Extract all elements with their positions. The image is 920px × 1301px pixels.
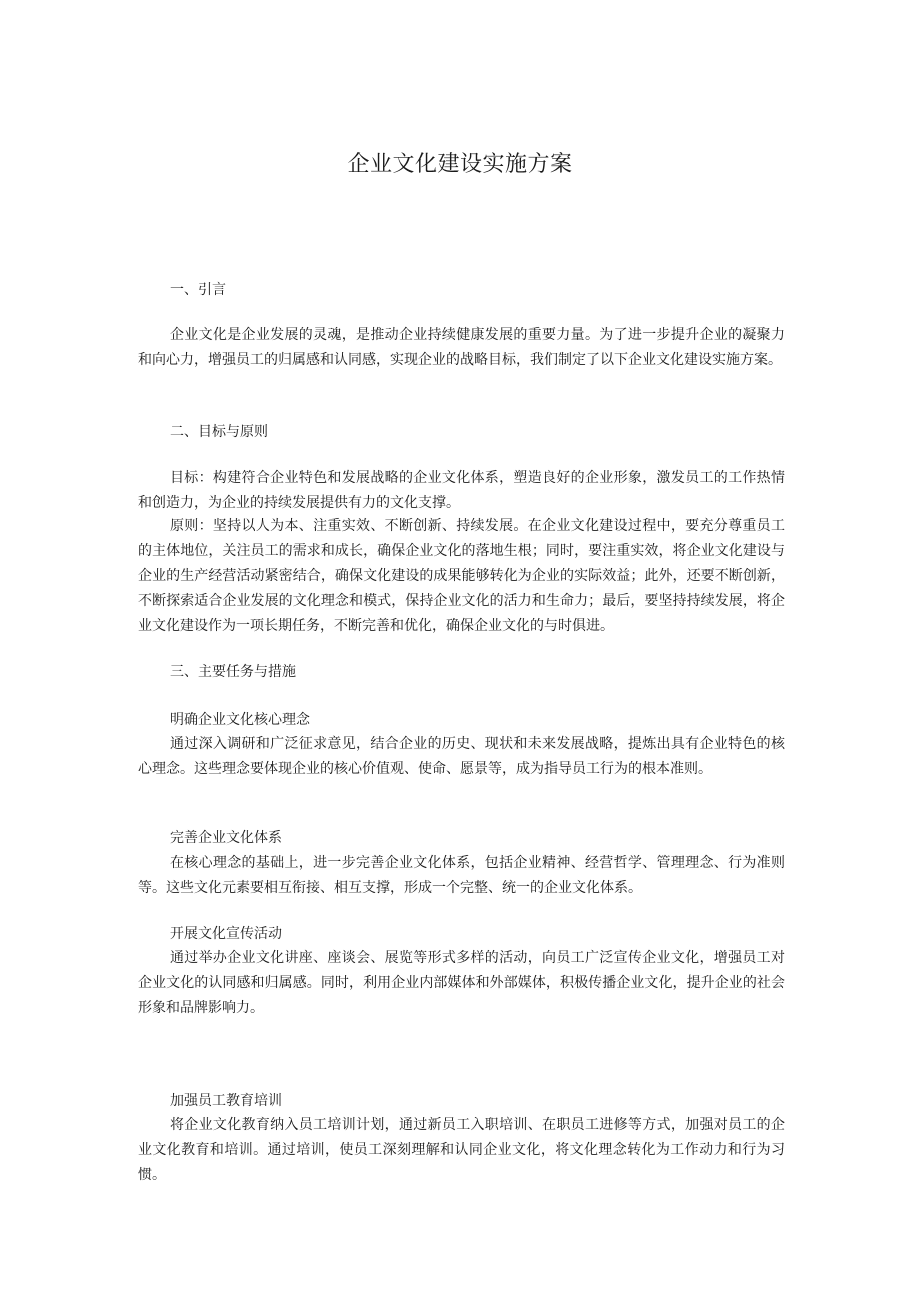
task-4-title: 加强员工教育培训 bbox=[170, 1093, 282, 1109]
principle-paragraph: 原则：坚持以人为本、注重实效、不断创新、持续发展。在企业文化建设过程中，要充分尊重员工的主体地位，关注员工的需求和成长，确保企业文化的落地生根；同时，要注重实效，将企业文化建设与企业的生产经营活动紧密结合，确保文化建设的成果能够转化为企业的实际效益；此外，还要不断创新，不断探索适合企业发展的文化理念和模式，保持企业文化的活力和生命力；最后，要坚持持续发展，将企业文化建设作为一项长期任务，不断完善和优化，确保企业文化的与时俱进。 bbox=[138, 518, 785, 634]
task-3-body: 通过举办企业文化讲座、座谈会、展览等形式多样的活动，向员工广泛宣传企业文化，增强员工对企业文化的认同感和归属感。同时，利用企业内部媒体和外部媒体，积极传播企业文化，提升企业的社会形象和品牌影响力。 bbox=[138, 950, 785, 1016]
section-3-heading: 三、主要任务与措施 bbox=[170, 664, 296, 680]
intro-paragraph: 企业文化是企业发展的灵魂，是推动企业持续健康发展的重要力量。为了进一步提升企业的凝聚力和向心力，增强员工的归属感和认同感，实现企业的战略目标，我们制定了以下企业文化建设实施方案。 bbox=[138, 327, 785, 368]
task-4-body: 将企业文化教育纳入员工培训计划，通过新员工入职培训、在职员工进修等方式，加强对员工的企业文化教育和培训。通过培训，使员工深刻理解和认同企业文化，将文化理念转化为工作动力和行为习惯。 bbox=[138, 1117, 785, 1183]
task-3-title: 开展文化宣传活动 bbox=[170, 926, 282, 942]
goal-paragraph: 目标：构建符合企业特色和发展战略的企业文化体系，塑造良好的企业形象，激发员工的工作热情和创造力，为企业的持续发展提供有力的文化支撑。 bbox=[138, 470, 785, 511]
task-2-title: 完善企业文化体系 bbox=[170, 830, 282, 846]
page-title: 企业文化建设实施方案 bbox=[347, 152, 573, 177]
section-2-heading: 二、目标与原则 bbox=[170, 424, 268, 440]
section-1-heading: 一、引言 bbox=[170, 282, 226, 298]
task-2-body: 在核心理念的基础上，进一步完善企业文化体系，包括企业精神、经营哲学、管理理念、行为准则等。这些文化元素要相互衔接、相互支撑，形成一个完整、统一的企业文化体系。 bbox=[138, 855, 785, 896]
task-1-title: 明确企业文化核心理念 bbox=[170, 712, 310, 728]
task-1-body: 通过深入调研和广泛征求意见，结合企业的历史、现状和未来发展战略，提炼出具有企业特色的核心理念。这些理念要体现企业的核心价值观、使命、愿景等，成为指导员工行为的根本准则。 bbox=[138, 736, 785, 777]
